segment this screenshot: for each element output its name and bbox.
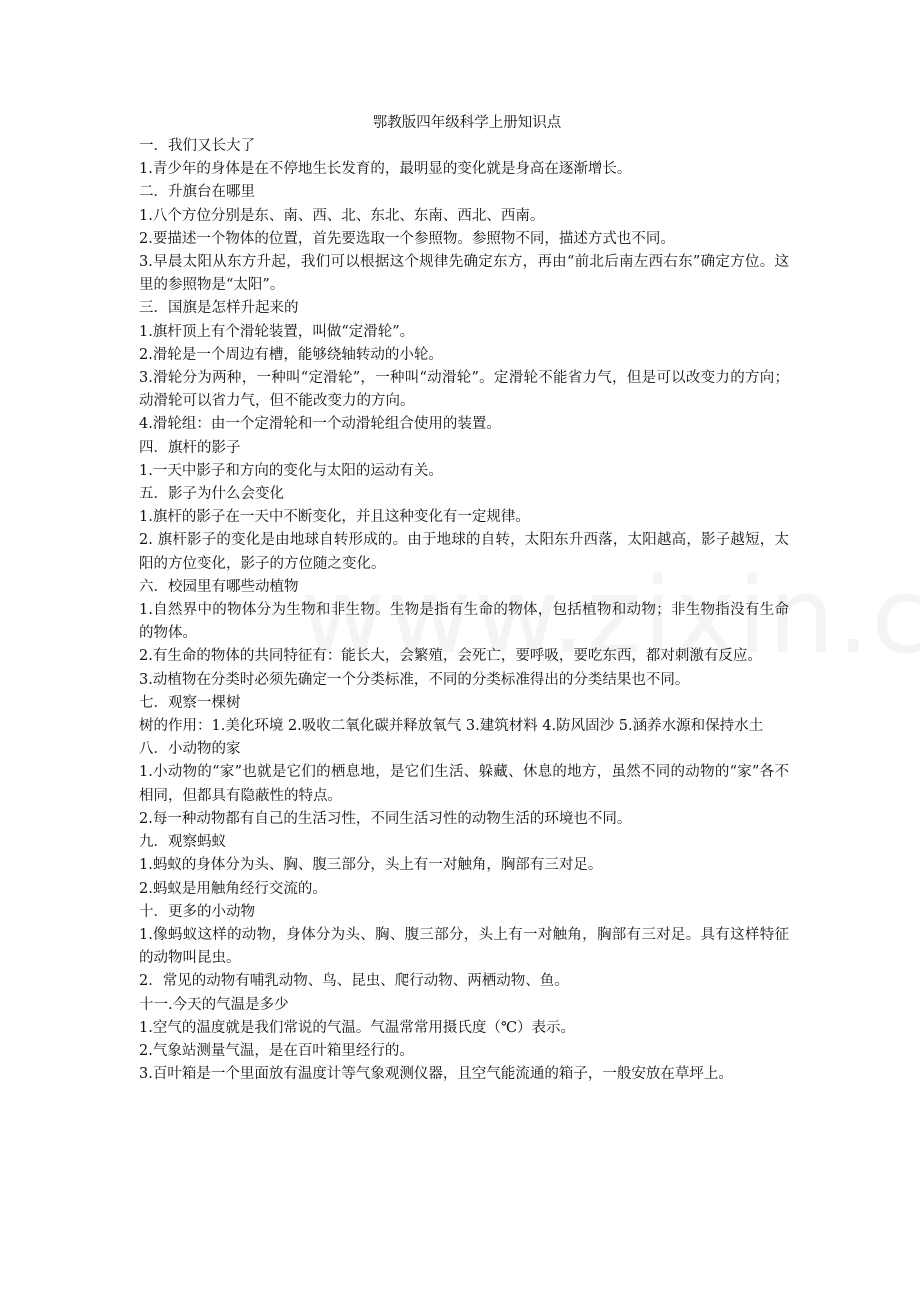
paragraph: 1.一天中影子和方向的变化与太阳的运动有关。 <box>139 462 443 479</box>
paragraph: 1.像蚂蚁这样的动物，身体分为头、胸、腹三部分，头上有一对触角，胸部有三对足。具有这样特征的动物叫昆虫。 <box>139 926 789 967</box>
section-heading: 八．小动物的家 <box>139 741 241 758</box>
section-heading: 二．升旗台在哪里 <box>139 184 255 201</box>
paragraph: 树的作用：1.美化环境 2.吸收二氧化碳并释放氧气 3.建筑材料 4.防风固沙 5.涵养水源和保持水土 <box>139 718 764 735</box>
paragraph: 2.每一种动物都有自己的生活习性，不同生活习性的动物生活的环境也不同。 <box>139 810 632 827</box>
section-heading: 五．影子为什么会变化 <box>139 486 284 503</box>
paragraph: 1.小动物的“家”也就是它们的栖息地，是它们生活、躲藏、休息的地方，虽然不同的动物的“家”各不相同，但都具有隐蔽性的特点。 <box>139 764 789 804</box>
paragraph: 3.百叶箱是一个里面放有温度计等气象观测仪器，且空气能流通的箱子，一般安放在草坪上。 <box>139 1066 733 1083</box>
paragraph: 2.滑轮是一个周边有槽，能够绕轴转动的小轮。 <box>139 346 443 363</box>
paragraph: 3.动植物在分类时必须先确定一个分类标准，不同的分类标准得出的分类结果也不同。 <box>139 671 690 688</box>
section-heading: 三．国旗是怎样升起来的 <box>139 300 299 317</box>
paragraph: 1.自然界中的物体分为生物和非生物。生物是指有生命的物体，包括植物和动物；非生物指没有生命的物体。 <box>139 602 789 642</box>
section-heading: 九．观察蚂蚁 <box>139 834 226 851</box>
paragraph: 4.滑轮组：由一个定滑轮和一个动滑轮组合使用的装置。 <box>139 416 501 433</box>
section-heading: 七．观察一棵树 <box>139 694 241 711</box>
paragraph: 2．常见的动物有哺乳动物、鸟、昆虫、爬行动物、两栖动物、鱼。 <box>139 973 569 990</box>
document-page <box>139 112 789 1086</box>
section-heading: 十．更多的小动物 <box>139 903 255 920</box>
section-heading: 十一.今天的气温是多少 <box>139 996 289 1013</box>
paragraph: 1.空气的温度就是我们常说的气温。气温常常用摄氏度（℃）表示。 <box>139 1019 576 1036</box>
paragraph: 2. 旗杆影子的变化是由地球自转形成的。由于地球的自转，太阳东升西落，太阳越高，影子越短，太阳的方位变化，影子的方位随之变化。 <box>139 532 789 572</box>
paragraph: 1.八个方位分别是东、南、西、北、东北、东南、西北、西南。 <box>139 207 545 224</box>
paragraph: 2.有生命的物体的共同特征有：能长大，会繁殖，会死亡，要呼吸，要吃东西，都对刺激有反应。 <box>139 648 762 665</box>
paragraph: 1.旗杆顶上有个滑轮装置，叫做“定滑轮”。 <box>139 323 415 340</box>
paragraph: 3.滑轮分为两种，一种叫“定滑轮”，一种叫“动滑轮”。定滑轮不能省力气，但是可以改变力的方向；动滑轮可以省力气，但不能改变力的方向。 <box>139 370 789 410</box>
section-heading: 一．我们又长大了 <box>139 138 255 154</box>
paragraph: 1.旗杆的影子在一天中不断变化，并且这种变化有一定规律。 <box>139 509 530 526</box>
paragraph: 2.蚂蚁是用触角经行交流的。 <box>139 880 327 897</box>
paragraph: 2.要描述一个物体的位置，首先要选取一个参照物。参照物不同，描述方式也不同。 <box>139 230 675 247</box>
paragraph: 1.蚂蚁的身体分为头、胸、腹三部分，头上有一对触角，胸部有三对足。 <box>139 857 603 874</box>
section-heading: 四．旗杆的影子 <box>139 439 241 456</box>
paragraph: 3.早晨太阳从东方升起，我们可以根据这个规律先确定东方，再由“前北后南左西右东”确定方位。这里的参照物是“太阳”。 <box>139 254 789 294</box>
document-title: 鄂教版四年级科学上册知识点 <box>372 115 562 131</box>
section-heading: 六．校园里有哪些动植物 <box>139 578 299 595</box>
paragraph: 1.青少年的身体是在不停地生长发育的，最明显的变化就是身高在逐渐增长。 <box>139 161 632 178</box>
document-body <box>139 135 789 1086</box>
paragraph: 2.气象站测量气温，是在百叶箱里经行的。 <box>139 1042 414 1059</box>
